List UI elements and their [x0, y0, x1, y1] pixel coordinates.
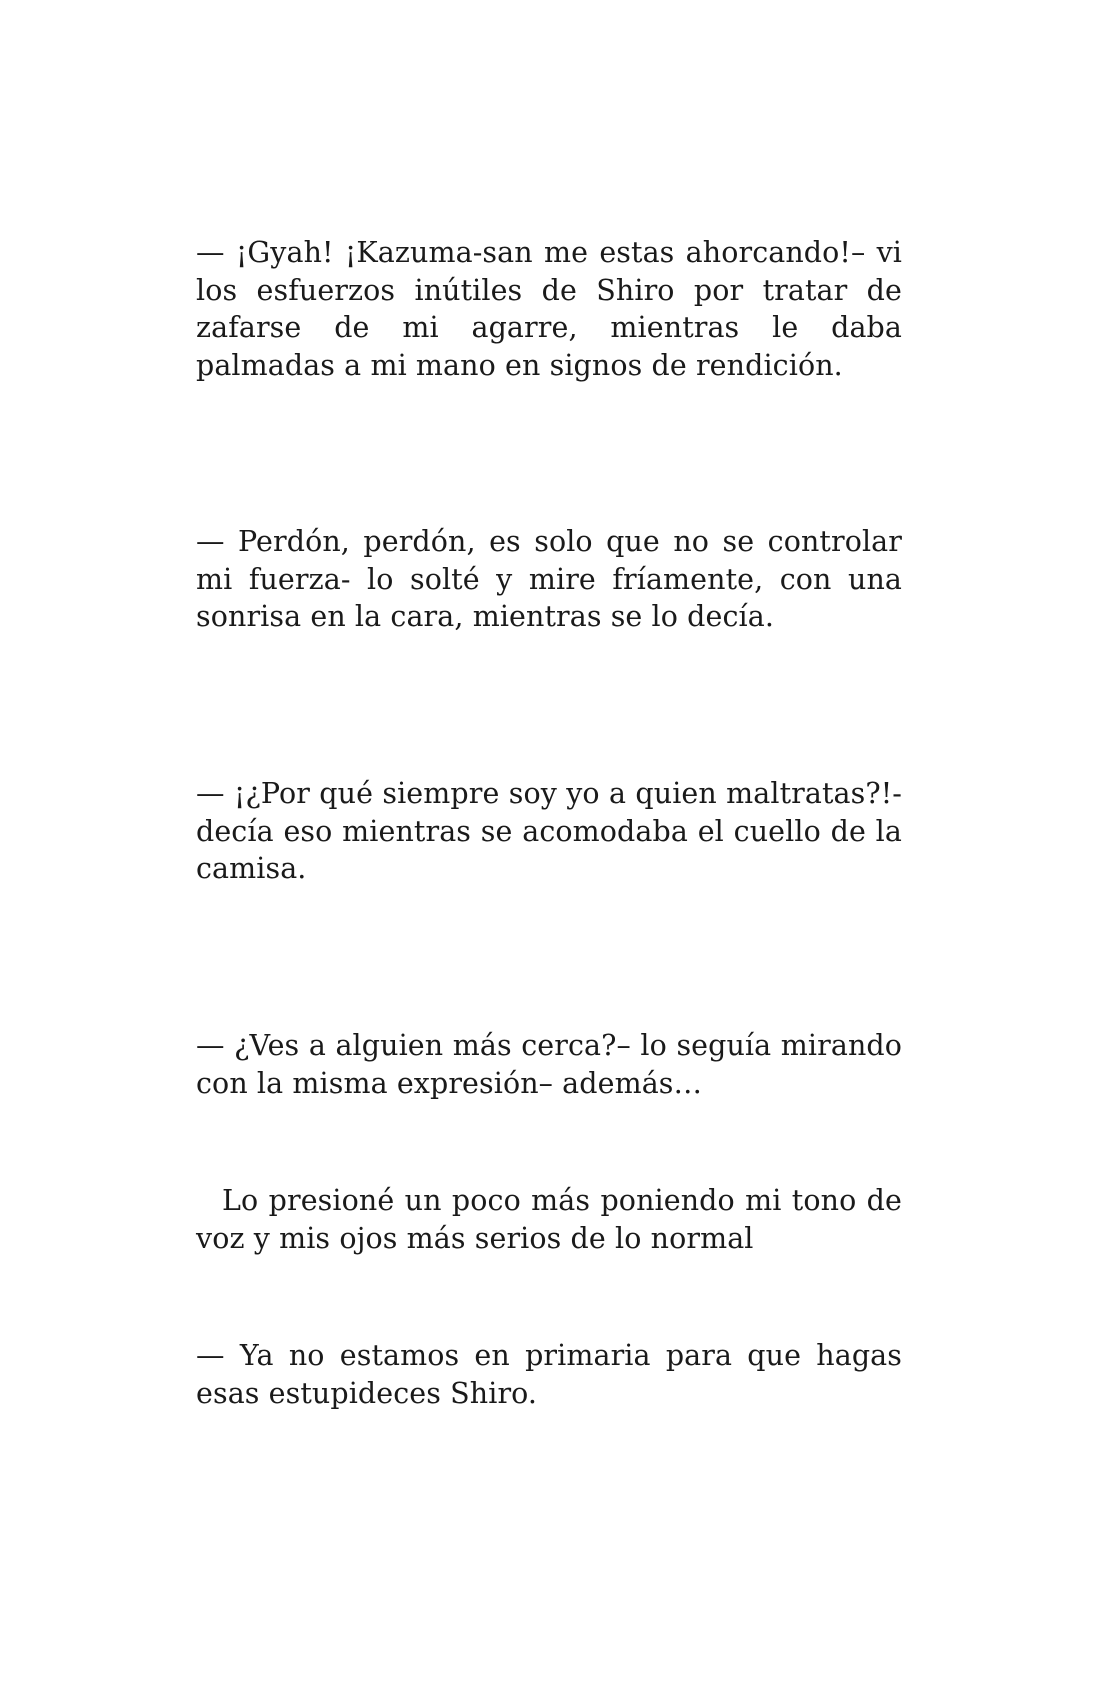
dialogue-paragraph: — ¿Ves a alguien más cerca?– lo seguía mirando con la misma expresión– además… — [196, 1029, 902, 1100]
dialogue-paragraph: — Ya no estamos en primaria para que hagas esas estupideces Shiro. — [196, 1339, 902, 1410]
dialogue-paragraph: — ¡Gyah! ¡Kazuma-san me estas ahorcando!– vi los esfuerzos inútiles de Shiro por tratar de zafarse de mi agarre, mientras le daba palmadas a mi mano en signos de rendición. — [196, 236, 902, 382]
dialogue-paragraph: — Perdón, perdón, es solo que no se controlar mi fuerza- lo solté y mire fríamente, con una sonrisa en la cara, mientras se lo decía. — [196, 525, 902, 633]
narration-paragraph: Lo presioné un poco más poniendo mi tono de voz y mis ojos más serios de lo normal — [196, 1184, 902, 1255]
dialogue-paragraph: — ¡¿Por qué siempre soy yo a quien maltratas?!- decía eso mientras se acomodaba el cuello de la camisa. — [196, 777, 902, 885]
